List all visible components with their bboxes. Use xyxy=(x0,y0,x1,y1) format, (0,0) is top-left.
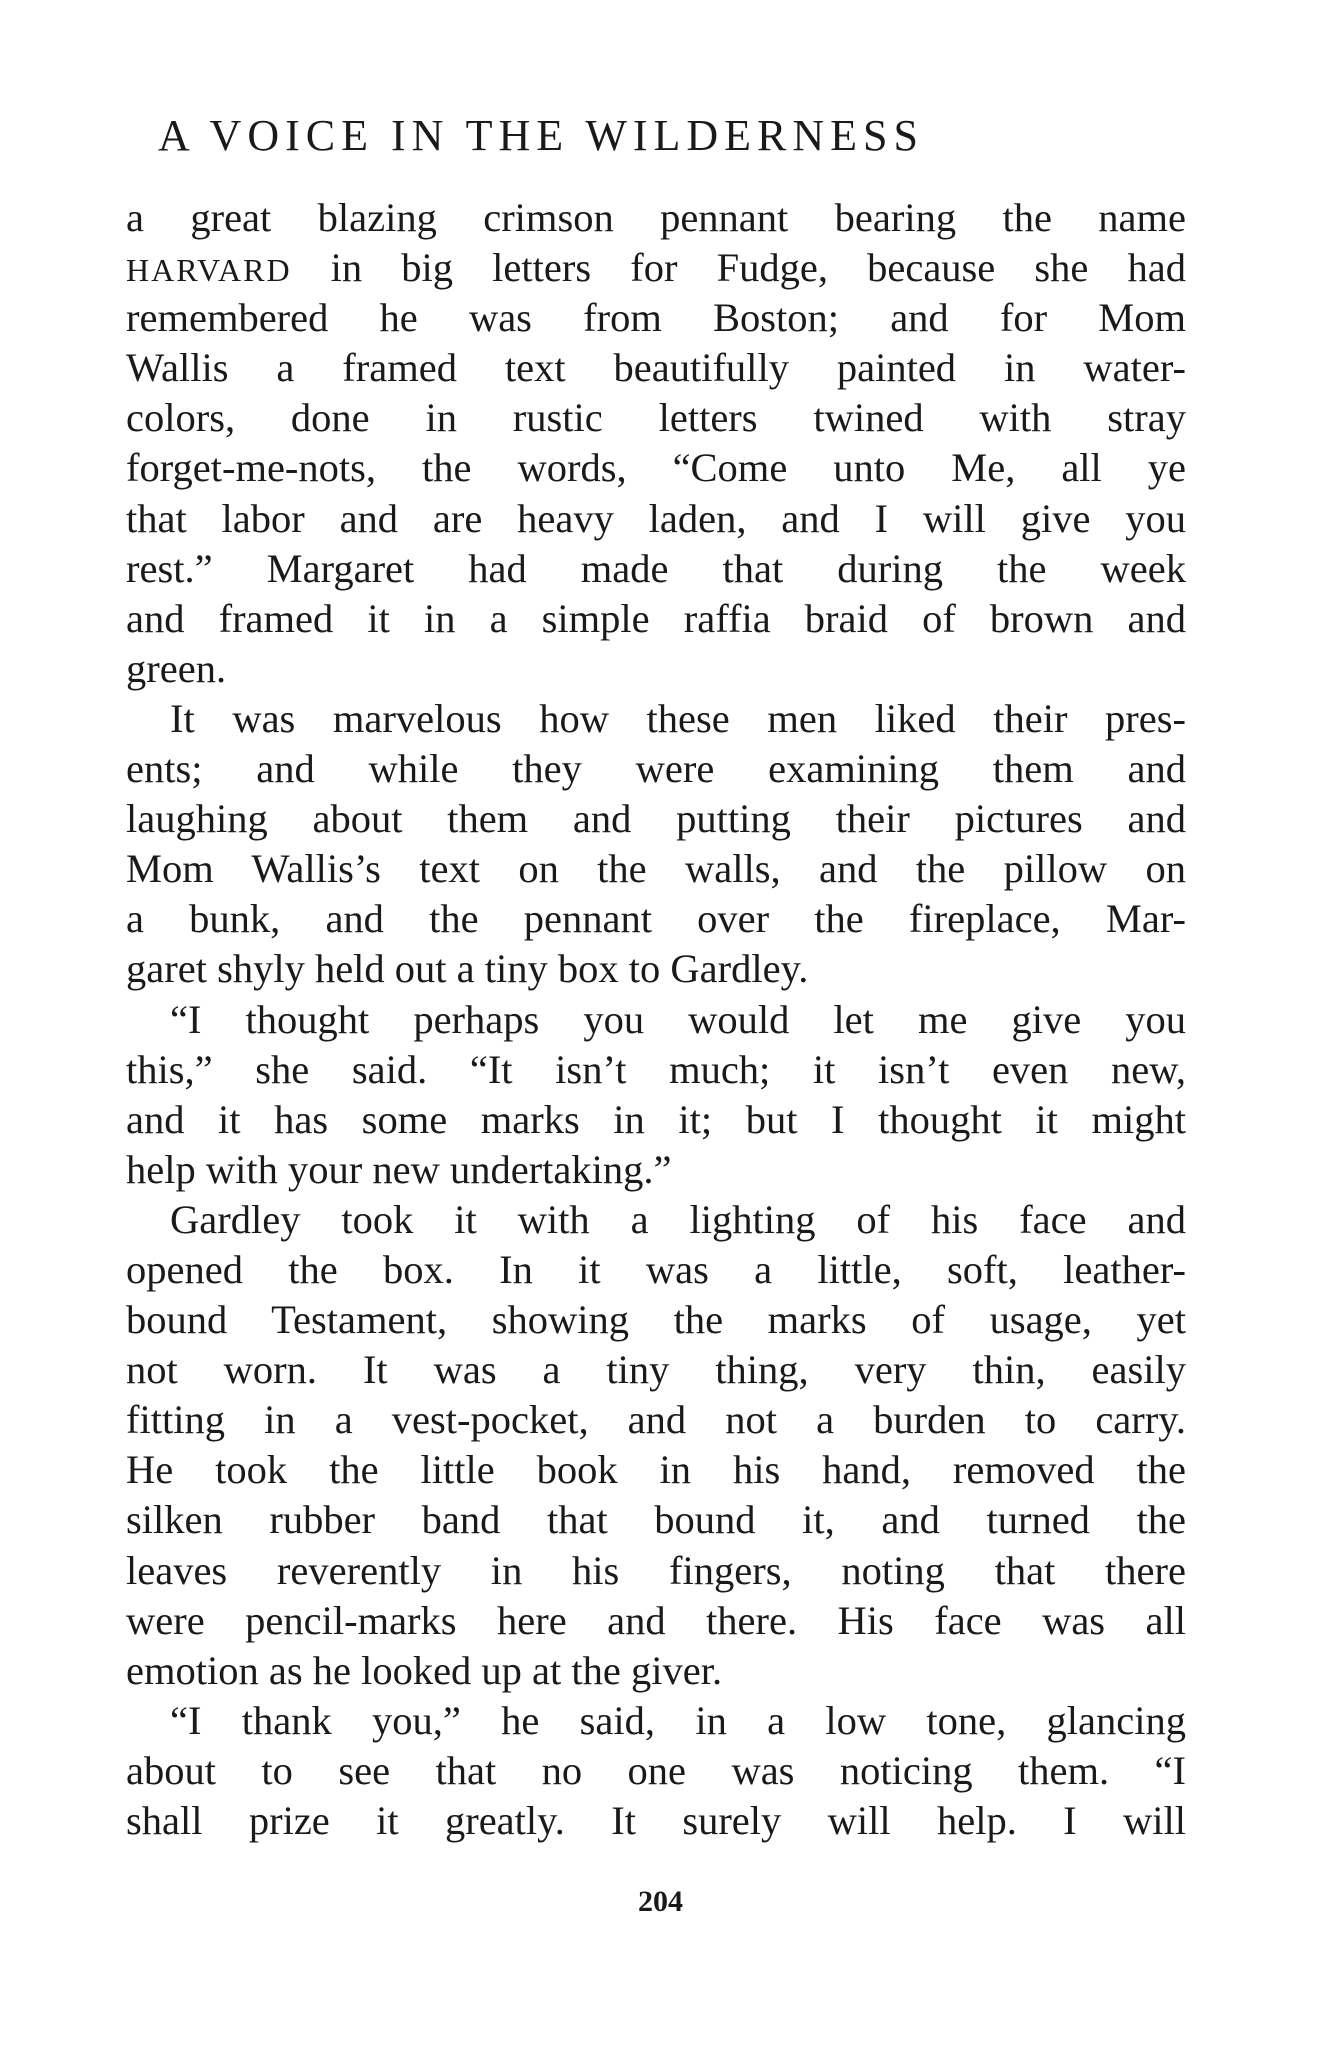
text-line: and it has some marks in it; but I thought it might xyxy=(126,1096,1186,1142)
text-line: bound Testament, showing the marks of usage, yet xyxy=(126,1297,1186,1343)
paragraph-start-line: Gardley took it with a lighting of his face and xyxy=(170,1196,1186,1242)
paragraph-start-line: It was marvelous how these men liked their pres- xyxy=(170,695,1186,741)
paragraph-end-line: help with your new undertaking.” xyxy=(126,1146,672,1192)
text-line: ents; and while they were examining them and xyxy=(126,746,1186,792)
text-line: forget-me-nots, the words, “Come unto Me, all ye xyxy=(126,445,1186,491)
body-text xyxy=(126,193,1186,1846)
text-line: Wallis a framed text beautifully painted in water- xyxy=(126,345,1186,391)
text-line-rest: in big letters for Fudge, because she had xyxy=(291,245,1186,291)
harvard-smallcaps: HARVARD xyxy=(126,252,292,289)
paragraph-end-line: green. xyxy=(126,645,227,691)
text-line: remembered he was from Boston; and for Mom xyxy=(126,295,1186,341)
text-line: colors, done in rustic letters twined with stray xyxy=(126,395,1186,441)
text-line: laughing about them and putting their pictures and xyxy=(126,796,1186,842)
text-line: a great blazing crimson pennant bearing the name xyxy=(126,195,1186,240)
paragraph-end-line: garet shyly held out a tiny box to Gardley. xyxy=(126,946,809,992)
text-line: Mom Wallis’s text on the walls, and the pillow on xyxy=(126,846,1186,892)
text-line: a bunk, and the pennant over the fireplace, Mar- xyxy=(126,896,1186,942)
text-line: shall prize it greatly. It surely will help. I will xyxy=(126,1798,1186,1843)
paragraph-start-line: “I thought perhaps you would let me give you xyxy=(170,996,1186,1042)
text-line: this,” she said. “It isn’t much; it isn’t even new, xyxy=(126,1046,1186,1092)
text-line: that labor and are heavy laden, and I will give you xyxy=(126,495,1186,541)
text-line xyxy=(126,243,1186,293)
text-line: were pencil-marks here and there. His face was all xyxy=(126,1597,1186,1643)
text-line: leaves reverently in his fingers, noting that there xyxy=(126,1547,1186,1593)
paragraph-end-line: emotion as he looked up at the giver. xyxy=(126,1647,723,1693)
page-number: 204 xyxy=(638,1885,683,1918)
text-line: He took the little book in his hand, removed the xyxy=(126,1447,1186,1493)
text-line: about to see that no one was noticing them. “I xyxy=(126,1747,1186,1793)
text-line: opened the box. In it was a little, soft, leather- xyxy=(126,1246,1186,1292)
text-line: and framed it in a simple raffia braid of brown and xyxy=(126,595,1186,641)
running-head: A VOICE IN THE WILDERNESS xyxy=(158,111,924,160)
text-line: not worn. It was a tiny thing, very thin, easily xyxy=(126,1347,1186,1393)
paragraph-start-line: “I thank you,” he said, in a low tone, glancing xyxy=(170,1697,1186,1743)
text-line: silken rubber band that bound it, and turned the xyxy=(126,1497,1186,1543)
text-line: rest.” Margaret had made that during the week xyxy=(126,545,1186,591)
text-line: fitting in a vest-pocket, and not a burden to carry. xyxy=(126,1397,1186,1443)
